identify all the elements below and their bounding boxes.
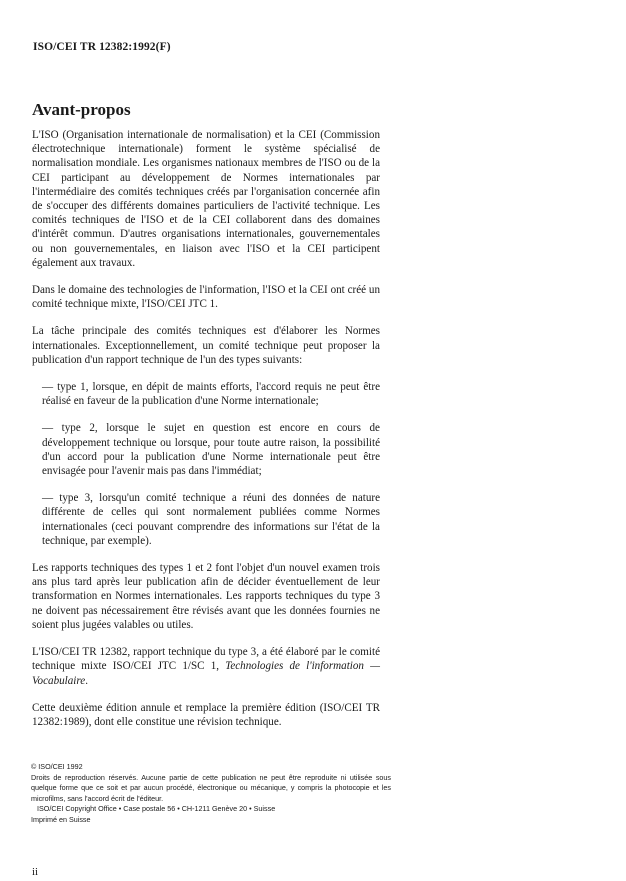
paragraph-tasks: La tâche principale des comités techniques est d'élaborer les Normes internationales. Exceptionnellement, un comité technique peut proposer la publication d'un rapport technique de l'un des types suivants:	[32, 325, 380, 366]
foreword-body	[32, 128, 380, 742]
copyright-line: © ISO/CEI 1992	[31, 762, 83, 771]
list-item-type-1: — type 1, lorsque, en dépit de maints efforts, l'accord requis ne peut être réalisé en faveur de la publication d'une Norme internationale;	[42, 381, 380, 408]
list-item-type-3: — type 3, lorsqu'un comité technique a réuni des données de nature différente de celles qui sont normalement publiées comme Normes internationales (ceci pouvant comprendre des informations sur l'état de la technique, par exemple).	[42, 492, 380, 547]
page-title: Avant-propos	[32, 100, 131, 119]
prepared-by-end: .	[85, 674, 88, 687]
paragraph-edition: Cette deuxième édition annule et remplace la première édition (ISO/CEI TR 12382:1989), dont elle constitue une révision technique.	[32, 701, 380, 728]
list-item-type-2: — type 2, lorsque le sujet en question est encore en cours de développement technique ou lorsque, pour toute autre raison, la possibilité d'un accord pour la publication d'une Norme internationale peut être envisagée pour l'avenir mais pas dans l'immédiat;	[42, 422, 380, 478]
copyright-office: ISO/CEI Copyright Office • Case postale 56 • CH-1211 Genève 20 • Suisse	[37, 804, 276, 814]
rights-notice: Droits de reproduction réservés. Aucune partie de cette publication ne peut être reproduite ni utilisée sous quelque forme que ce soit et par aucun procédé, électronique ou mécanique, y compris la photocopie et les microfilms, sans l'accord écrit de l'éditeur.	[31, 772, 391, 803]
paragraph-jtc1: Dans le domaine des technologies de l'information, l'ISO et la CEI ont créé un comité technique mixte, l'ISO/CEI JTC 1.	[32, 284, 380, 311]
paragraph-intro: L'ISO (Organisation internationale de normalisation) et la CEI (Commission électrotechnique internationale) forment le système spécialisé de normalisation mondiale. Les organismes nationaux membres de l'ISO ou de la CEI participant au développement de Normes internationales par l'intermédiaire des comités techniques créés par l'organisation concernée afin de s'occuper des différents domaines particuliers de l'activité technique. Les comités techniques de l'ISO et de la CEI collaborent dans des domaines d'intérêt commun. D'autres organisations internationales, gouvernementales ou non gouvernementales, en liaison avec l'ISO et la CEI participent également aux travaux.	[32, 129, 380, 269]
committee-title: Technologies de l'information — Vocabulaire	[32, 660, 380, 687]
page-number: ii	[32, 866, 39, 878]
paragraph-review: Les rapports techniques des types 1 et 2 font l'objet d'un nouvel examen trois ans plus tard après leur publication afin de décider éventuellement de leur transformation en Normes internationales. Les rapports techniques du type 3 ne doivent pas nécessairement être révisés avant que les données fournies ne soient plus jugées valables ou utiles.	[32, 562, 380, 631]
paragraph-prepared-by	[32, 645, 380, 688]
prepared-by-text: L'ISO/CEI TR 12382, rapport technique du type 3, a été élaboré par le comité technique mixte ISO/CEI JTC 1/SC 1,	[32, 646, 380, 673]
document-id-header: ISO/CEI TR 12382:1992(F)	[33, 41, 171, 53]
printed-in: Imprimé en Suisse	[31, 814, 91, 824]
copyright-footer	[31, 762, 391, 826]
